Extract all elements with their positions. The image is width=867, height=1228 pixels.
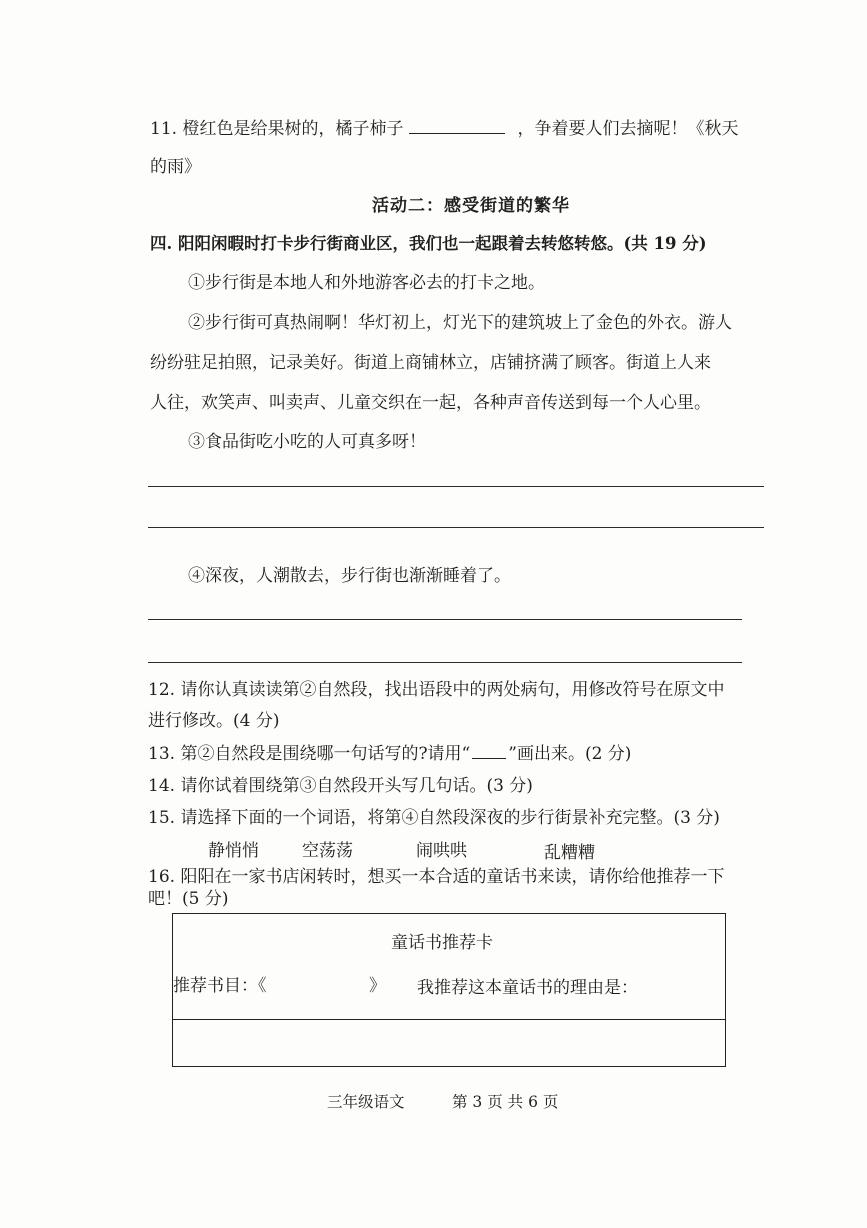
q13-text-before: 13. 第②自然段是围绕哪一句话写的?请用“ (148, 744, 471, 764)
writing-line[interactable] (148, 486, 764, 487)
q13 (148, 743, 631, 765)
underline-mark-sample (472, 744, 506, 759)
passage-paragraph-2-line2: 纷纷驻足拍照，记录美好。街道上商铺林立，店铺挤满了顾客。街道上人来 (150, 353, 711, 373)
q11-answer-blank[interactable] (409, 119, 505, 134)
card-reason-label: 我推荐这本童话书的理由是： (417, 978, 638, 998)
writing-line[interactable] (148, 527, 764, 528)
q12-line1: 12. 请你认真读读第②自然段，找出语段中的两处病句，用修改符号在原文中 (148, 680, 725, 700)
word-option-1[interactable]: 静悄悄 (208, 841, 259, 861)
passage-paragraph-3: ③食品街吃小吃的人可真多呀！ (188, 432, 426, 452)
writing-line[interactable] (148, 619, 742, 620)
card-book-close: 》 (369, 976, 386, 996)
activity-title: 活动二：感受街道的繁华 (372, 196, 570, 216)
writing-line[interactable] (148, 662, 742, 663)
q13-text-after: ”画出来。(2 分) (508, 744, 632, 764)
q16-line2: 吧！(5 分) (148, 889, 229, 909)
book-title-input[interactable] (293, 975, 379, 997)
q16-line1: 16. 阳阳在一家书店闲转时，想买一本合适的童话书来读，请你给他推荐一下 (148, 867, 725, 887)
passage-paragraph-2-line1: ②步行街可真热闹啊！华灯初上，灯光下的建筑坡上了金色的外衣。游人 (188, 313, 732, 333)
footer-page-info: 第 3 页 共 6 页 (452, 1093, 559, 1111)
card-title: 童话书推荐卡 (391, 933, 493, 953)
q11-line2: 的雨》 (150, 157, 201, 177)
q11-text-after: ，争着要人们去摘呢！《秋天 (517, 119, 739, 139)
q11-text-before: 11. 橙红色是给果树的，橘子柿子 (150, 119, 404, 139)
q15: 15. 请选择下面的一个词语，将第④自然段深夜的步行街景补充完整。(3 分) (148, 808, 720, 828)
card-book-label: 推荐书目：《 (173, 976, 267, 996)
passage-paragraph-4: ④深夜，人潮散去，步行街也渐渐睡着了。 (188, 566, 511, 586)
q12-line2: 进行修改。(4 分) (148, 711, 280, 731)
q14: 14. 请你试着围绕第③自然段开头写几句话。(3 分) (148, 776, 533, 796)
section4-heading: 四. 阳阳闲暇时打卡步行街商业区，我们也一起跟着去转悠转悠。(共 19 分) (150, 234, 707, 253)
q11-line1 (150, 118, 738, 140)
word-option-3[interactable]: 闹哄哄 (416, 841, 467, 861)
footer-subject: 三年级语文 (327, 1093, 405, 1111)
word-option-2[interactable]: 空荡荡 (302, 841, 353, 861)
passage-paragraph-1: ①步行街是本地人和外地游客必去的打卡之地。 (188, 273, 545, 293)
reason-answer-area[interactable] (173, 1020, 725, 1066)
passage-paragraph-2-line3: 人往，欢笑声、叫卖声、儿童交织在一起，各种声音传送到每一个人心里。 (150, 393, 711, 413)
word-option-4[interactable]: 乱糟糟 (544, 843, 595, 863)
recommendation-card (172, 913, 726, 1067)
